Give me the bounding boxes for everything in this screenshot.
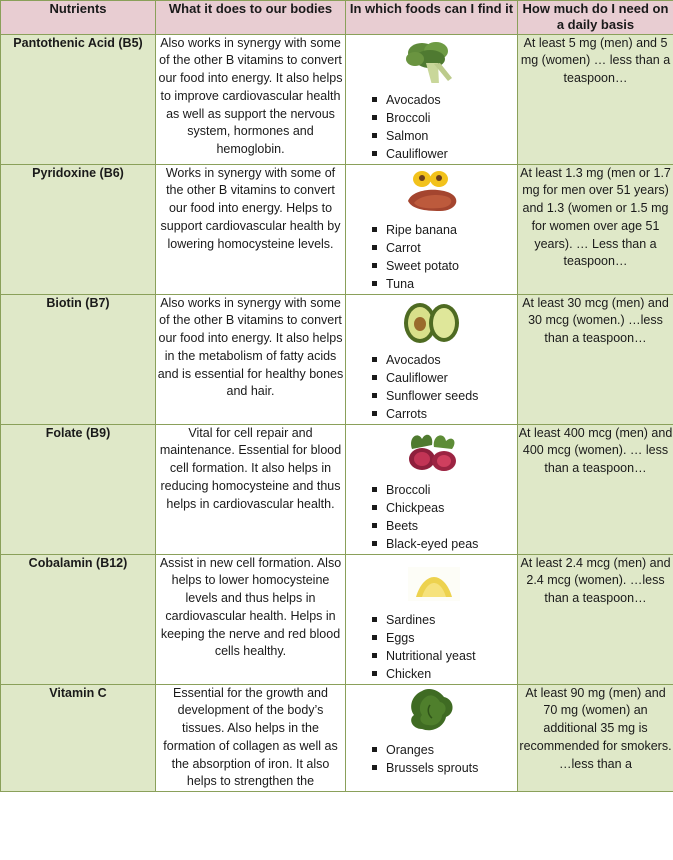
food-sources-cell	[346, 684, 518, 792]
daily-amount: At least 5 mg (men) and 5 mg (women) … less than a teaspoon…	[518, 34, 673, 164]
nutrient-name: Folate (B9)	[1, 424, 156, 554]
column-header-daily-amount: How much do I need on a daily basis	[518, 1, 673, 35]
table-row	[1, 424, 673, 554]
list-item: Eggs	[372, 629, 517, 647]
list-item: Avocados	[372, 91, 517, 109]
daily-amount: At least 2.4 mcg (men) and 2.4 mcg (women). …less than a teaspoon…	[518, 554, 673, 684]
list-item: Broccoli	[372, 481, 517, 499]
table-header-row	[1, 1, 673, 35]
nutrient-description: Essential for the growth and development of the body’s tissues. Also helps in the formation of collagen as well as the absorption of iron. It also helps to strengthen the	[156, 684, 346, 792]
food-sources-cell	[346, 34, 518, 164]
food-sources-cell	[346, 424, 518, 554]
avocado-image	[346, 295, 517, 347]
list-item: Sunflower seeds	[372, 387, 517, 405]
column-header-nutrients: Nutrients	[1, 1, 156, 35]
daily-amount: At least 1.3 mg (men or 1.7 mg for men over 51 years) and 1.3 (women or 1.5 mg for women over age 51 years). … Less than a teaspoon…	[518, 164, 673, 294]
list-item: Sweet potato	[372, 257, 517, 275]
nutrient-description: Vital for cell repair and maintenance. Essential for blood cell formation. It also helps in reducing homocysteine and thus helps in cardiovascular health.	[156, 424, 346, 554]
list-item: Broccoli	[372, 109, 517, 127]
daily-amount: At least 400 mcg (men) and 400 mcg (women). … less than a teaspoon…	[518, 424, 673, 554]
list-item: Chicken	[372, 665, 517, 683]
food-list	[346, 611, 517, 684]
table-row	[1, 684, 673, 792]
table-row	[1, 294, 673, 424]
nutrient-name: Pantothenic Acid (B5)	[1, 34, 156, 164]
list-item: Brussels sprouts	[372, 759, 517, 777]
nutrient-description: Also works in synergy with some of the other B vitamins to convert our food into energy. It also helps to improve cardiovascular health as well as support the nervous system, hormones and hemoglobin.	[156, 34, 346, 164]
list-item: Beets	[372, 517, 517, 535]
column-header-function: What it does to our bodies	[156, 1, 346, 35]
food-list	[346, 481, 517, 554]
column-header-food-sources: In which foods can I find it	[346, 1, 518, 35]
table-row	[1, 164, 673, 294]
list-item: Carrot	[372, 239, 517, 257]
daily-amount: At least 30 mcg (men) and 30 mcg (women.) …less than a teaspoon…	[518, 294, 673, 424]
food-sources-cell	[346, 164, 518, 294]
list-item: Salmon	[372, 127, 517, 145]
table-row	[1, 34, 673, 164]
list-item: Oranges	[372, 741, 517, 759]
list-item: Avocados	[372, 351, 517, 369]
nutrient-name: Pyridoxine (B6)	[1, 164, 156, 294]
kale-image	[346, 685, 517, 737]
list-item: Nutritional yeast	[372, 647, 517, 665]
list-item: Tuna	[372, 275, 517, 293]
food-list	[346, 741, 517, 778]
list-item: Sardines	[372, 611, 517, 629]
beets-image	[346, 425, 517, 477]
daily-amount: At least 90 mg (men) and 70 mg (women) an additional 35 mg is recommended for smokers. …less than a	[518, 684, 673, 792]
list-item: Ripe banana	[372, 221, 517, 239]
nutrient-description: Also works in synergy with some of the other B vitamins to convert our food into energy. It also helps in the metabolism of fatty acids and is essential for healthy bones and hair.	[156, 294, 346, 424]
sweet-potato-image	[346, 165, 517, 217]
table-row	[1, 554, 673, 684]
broccoli-image	[346, 35, 517, 87]
nutrient-name: Vitamin C	[1, 684, 156, 792]
nutrient-name: Biotin (B7)	[1, 294, 156, 424]
food-list	[346, 351, 517, 424]
list-item: Chickpeas	[372, 499, 517, 517]
list-item: Cauliflower	[372, 145, 517, 163]
food-sources-cell	[346, 554, 518, 684]
food-sources-cell	[346, 294, 518, 424]
list-item: Cauliflower	[372, 369, 517, 387]
nutrient-description: Works in synergy with some of the other B vitamins to convert our food into energy. Helps to support cardiovascular health by lowering homocysteine levels.	[156, 164, 346, 294]
food-list	[346, 91, 517, 164]
nutrient-description: Assist in new cell formation. Also helps to lower homocysteine levels and thus helps in cardiovascular health. Helps in keeping the nerve and red blood cells healthy.	[156, 554, 346, 684]
nutrient-name: Cobalamin (B12)	[1, 554, 156, 684]
list-item: Black-eyed peas	[372, 535, 517, 553]
list-item: Carrots	[372, 405, 517, 423]
food-list	[346, 221, 517, 294]
nutritional-yeast-image	[346, 555, 517, 607]
